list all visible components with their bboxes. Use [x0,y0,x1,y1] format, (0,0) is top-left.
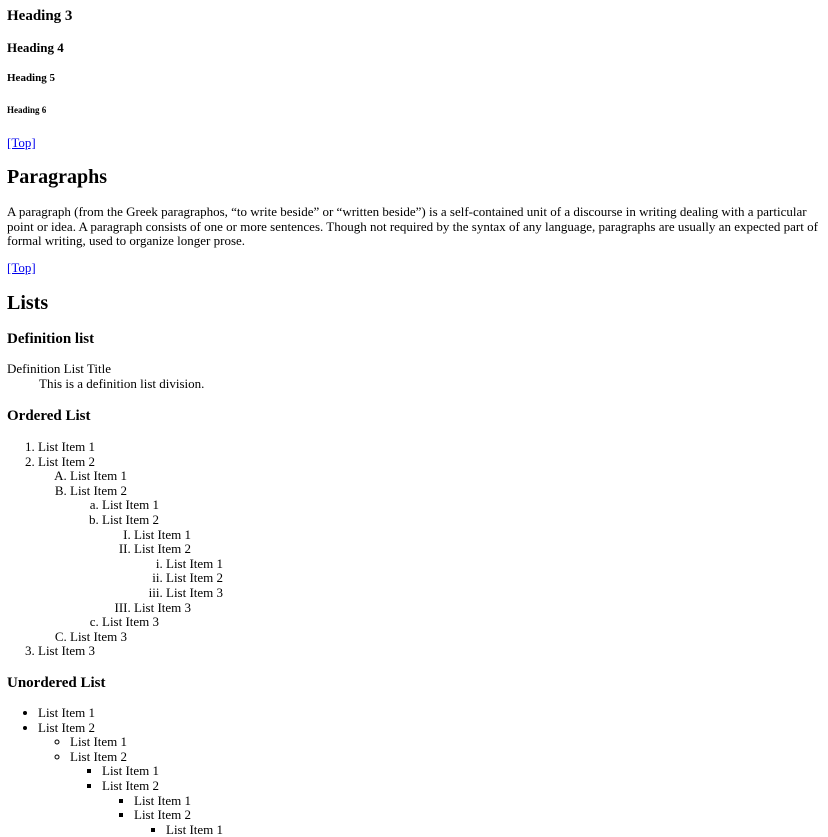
list-item: ◦ List Item 1 [70,735,223,750]
definition-list [7,362,204,391]
list-item: i. List Item 1 [166,557,223,572]
heading-5: Heading 5 [7,72,55,84]
definition-description: This is a definition list division. [39,375,205,391]
paragraph-text: A paragraph (from the Greek paragraphos, “to write beside” or “written beside”) is a self-contained unit of a discourse in writing dealing with a particular point or idea. A paragraph consists of one or more sentences. Though not required by the syntax of any language, paragraphs are usually an expected part of formal writing, used to organize longer prose. [7,204,818,249]
ordered-list [6,440,223,659]
list-item: A. List Item 1 [70,469,223,484]
list-item: ◦ List Item 2 ▪ List Item 1 ▪ List Item 2 ▪ List Item 1 ▪ List Item 2 ▪ List Item 1 [70,750,223,837]
section-title-paragraphs: Paragraphs [7,166,107,188]
list-item: 1. List Item 1 [38,440,223,455]
list-item: • List Item 2 ◦ List Item 1 ◦ List Item 2 ▪ List Item 1 ▪ List Item 2 ▪ List Item 1 ▪ List Item 2 ▪ List Item 1 [38,721,223,837]
list-item: B. List Item 2 a. List Item 1 b. List Item 2 I. List Item 1 II. List Item 2 i. List Item 1 ii. List Item 2 iii. List Item 3 III. List Item 3 c. List Item 3 [70,484,223,630]
list-item: b. List Item 2 I. List Item 1 II. List Item 2 i. List Item 1 ii. List Item 2 iii. List Item 3 III. List Item 3 [102,513,223,615]
top-link[interactable]: [Top] [7,260,36,275]
list-item: iii. List Item 3 [166,586,223,601]
definition-list-heading: Definition list [7,331,95,347]
list-item: C. List Item 3 [70,630,223,645]
top-link[interactable]: [Top] [7,135,36,150]
list-item: II. List Item 2 i. List Item 1 ii. List Item 2 iii. List Item 3 [134,542,223,600]
list-item: ▪ List Item 2 ▪ List Item 1 [134,808,223,837]
list-item: • List Item 1 [38,706,223,721]
list-item: a. List Item 1 [102,498,223,513]
list-item: 3. List Item 3 [38,644,223,659]
list-item: 2. List Item 2 A. List Item 1 B. List Item 2 a. List Item 1 b. List Item 2 I. List Item 1 II. List Item 2 i. List Item 1 ii. List Item 2 iii. List Item 3 III. List Item 3 c. List Item 3 C. List Item 3 [38,455,223,645]
unordered-list-heading: Unordered List [7,675,106,691]
ordered-list-nested [70,498,223,629]
section-title-lists: Lists [7,292,49,314]
list-item: III. List Item 3 [134,601,223,616]
ordered-list-heading: Ordered List [7,408,91,424]
list-item: ▪ List Item 1 [134,794,223,809]
ordered-list-nested [38,469,223,644]
ordered-list-nested [134,557,223,601]
list-item: I. List Item 1 [134,528,223,543]
list-item: ▪ List Item 1 [166,823,223,837]
unordered-list-nested [70,764,223,837]
list-item: ▪ List Item 2 ▪ List Item 1 ▪ List Item 2 ▪ List Item 1 [102,779,223,837]
heading-4: Heading 4 [7,40,64,55]
definition-term: Definition List Title [7,361,112,376]
heading-6: Heading 6 [7,105,47,115]
list-item: c. List Item 3 [102,615,223,630]
unordered-list-nested [38,735,223,837]
unordered-list [6,706,223,837]
list-item: ▪ List Item 1 [102,764,223,779]
heading-3: Heading 3 [7,8,73,24]
unordered-list-nested [134,823,223,837]
unordered-list-nested [102,794,223,837]
ordered-list-nested [102,528,223,616]
list-item: ii. List Item 2 [166,571,223,586]
